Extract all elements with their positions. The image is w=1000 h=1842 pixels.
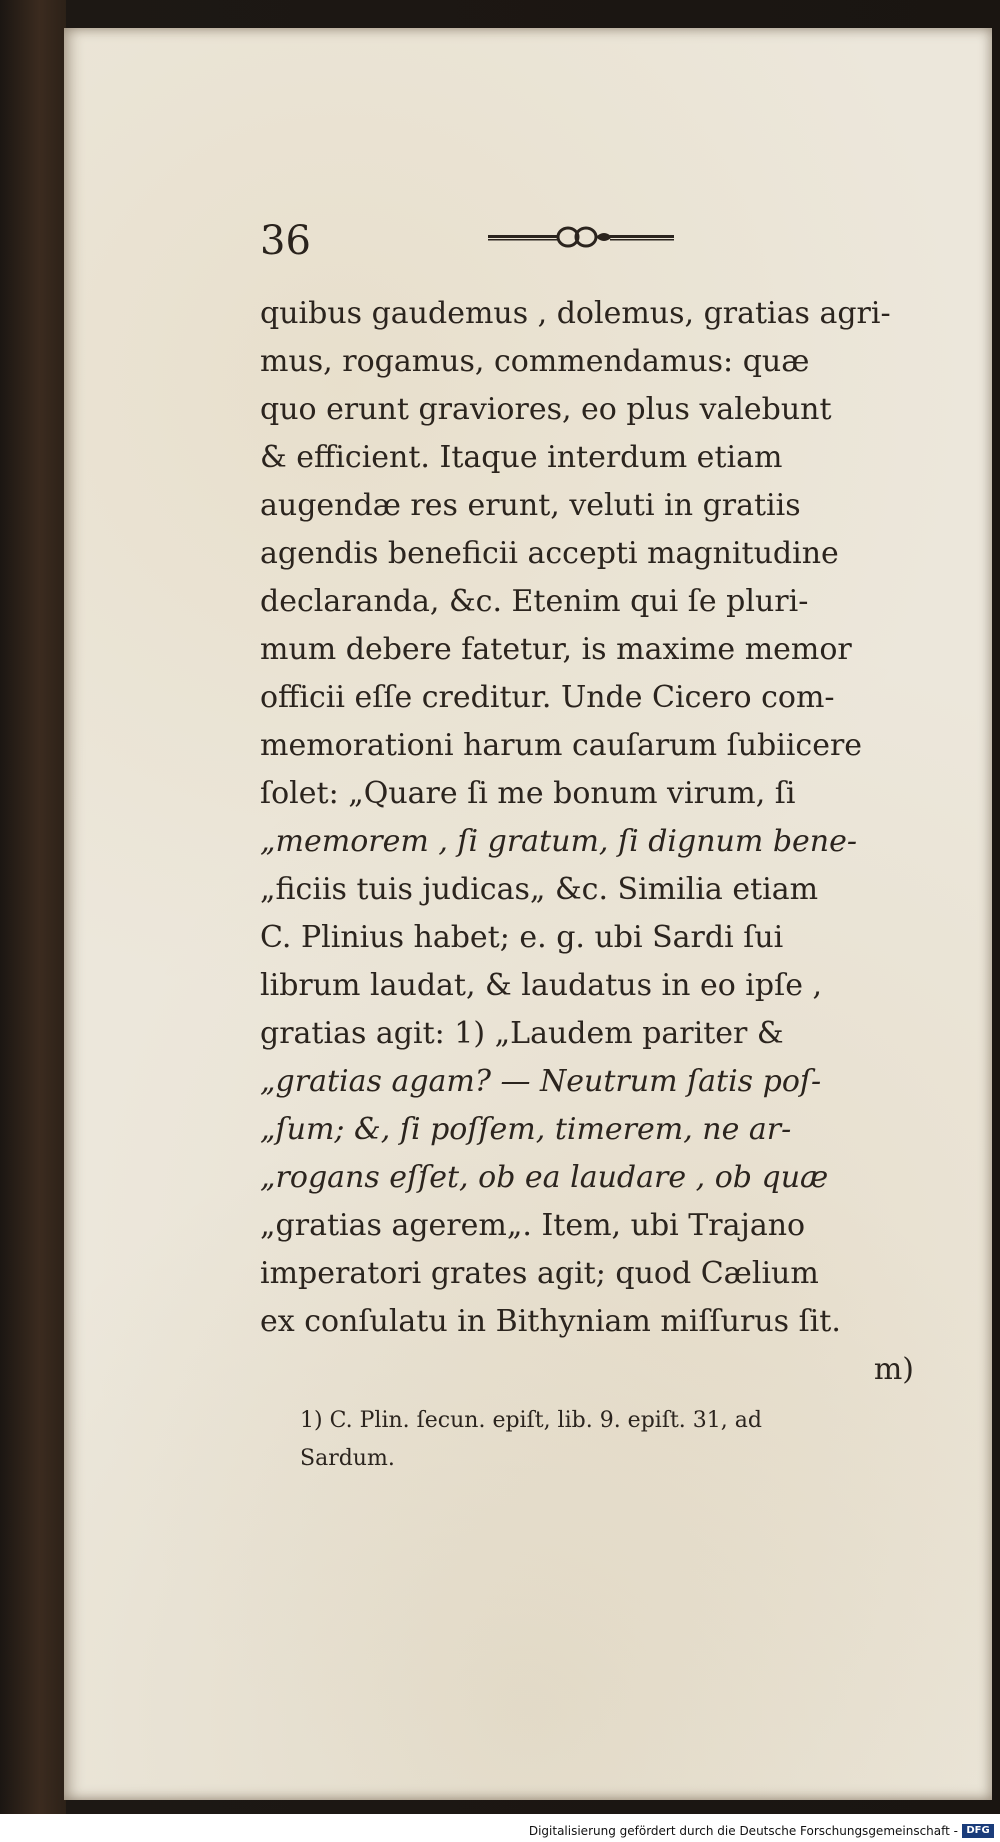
text-line: librum laudat, & laudatus in eo ipſe , [260, 968, 823, 1003]
text-line: mus, rogamus, commendamus: quæ [260, 344, 810, 379]
dfg-logo-icon: DFG [962, 1824, 994, 1838]
text-line: C. Plinius habet; e. g. ubi Sardi ſui [260, 920, 784, 955]
decorative-rule-ornament-icon [488, 222, 674, 252]
text-line: imperatori grates agit; quod Cælium [260, 1256, 819, 1291]
text-line: officii eſſe creditur. Unde Cicero com- [260, 680, 835, 715]
text-line: ex conſulatu in Bithyniam miſſurus ſit. [260, 1304, 841, 1339]
digitization-credit: Digitalisierung gefördert durch die Deutsche Forschungsgemeinschaft - [528, 1824, 958, 1838]
text-line: declaranda, &c. Etenim qui ſe pluri- [260, 584, 809, 619]
catchword: m) [873, 1352, 914, 1387]
book-cover-edge [0, 0, 66, 1842]
text-line: quo erunt graviores, eo plus valebunt [260, 392, 832, 427]
text-line: „gratias agam? — Neutrum ſatis poſ- [260, 1064, 822, 1099]
footnote-line: 1) C. Plin. ſecun. epiſt, lib. 9. epiſt. 31, ad [300, 1408, 762, 1433]
footnote [300, 1402, 910, 1478]
text-line: „ficiis tuis judicas„ &c. Similia etiam [260, 872, 819, 907]
text-line: memorationi harum cauſarum ſubiicere [260, 728, 863, 763]
footnote-line: Sardum. [300, 1446, 395, 1471]
text-line: quibus gaudemus , dolemus, gratias agri- [260, 296, 891, 331]
text-line: agendis beneficii accepti magnitudine [260, 536, 839, 571]
text-line: „memorem , ſi gratum, ſi dignum bene- [260, 824, 857, 859]
text-line: gratias agit: 1) „Laudem pariter & [260, 1016, 784, 1051]
text-line: ſolet: „Quare ſi me bonum virum, ſi [260, 776, 796, 811]
body-text [260, 290, 914, 1394]
text-line: „ſum; &, ſi poſſem, timerem, ne ar- [260, 1112, 792, 1147]
page-number: 36 [260, 218, 311, 264]
text-line: „rogans eſſet, ob ea laudare , ob quæ [260, 1160, 829, 1195]
text-line: mum debere fatetur, is maxime memor [260, 632, 852, 667]
text-line: & efficient. Itaque interdum etiam [260, 440, 783, 475]
text-line: „gratias agerem„. Item, ubi Trajano [260, 1208, 806, 1243]
text-line: augendæ res erunt, veluti in gratiis [260, 488, 801, 523]
